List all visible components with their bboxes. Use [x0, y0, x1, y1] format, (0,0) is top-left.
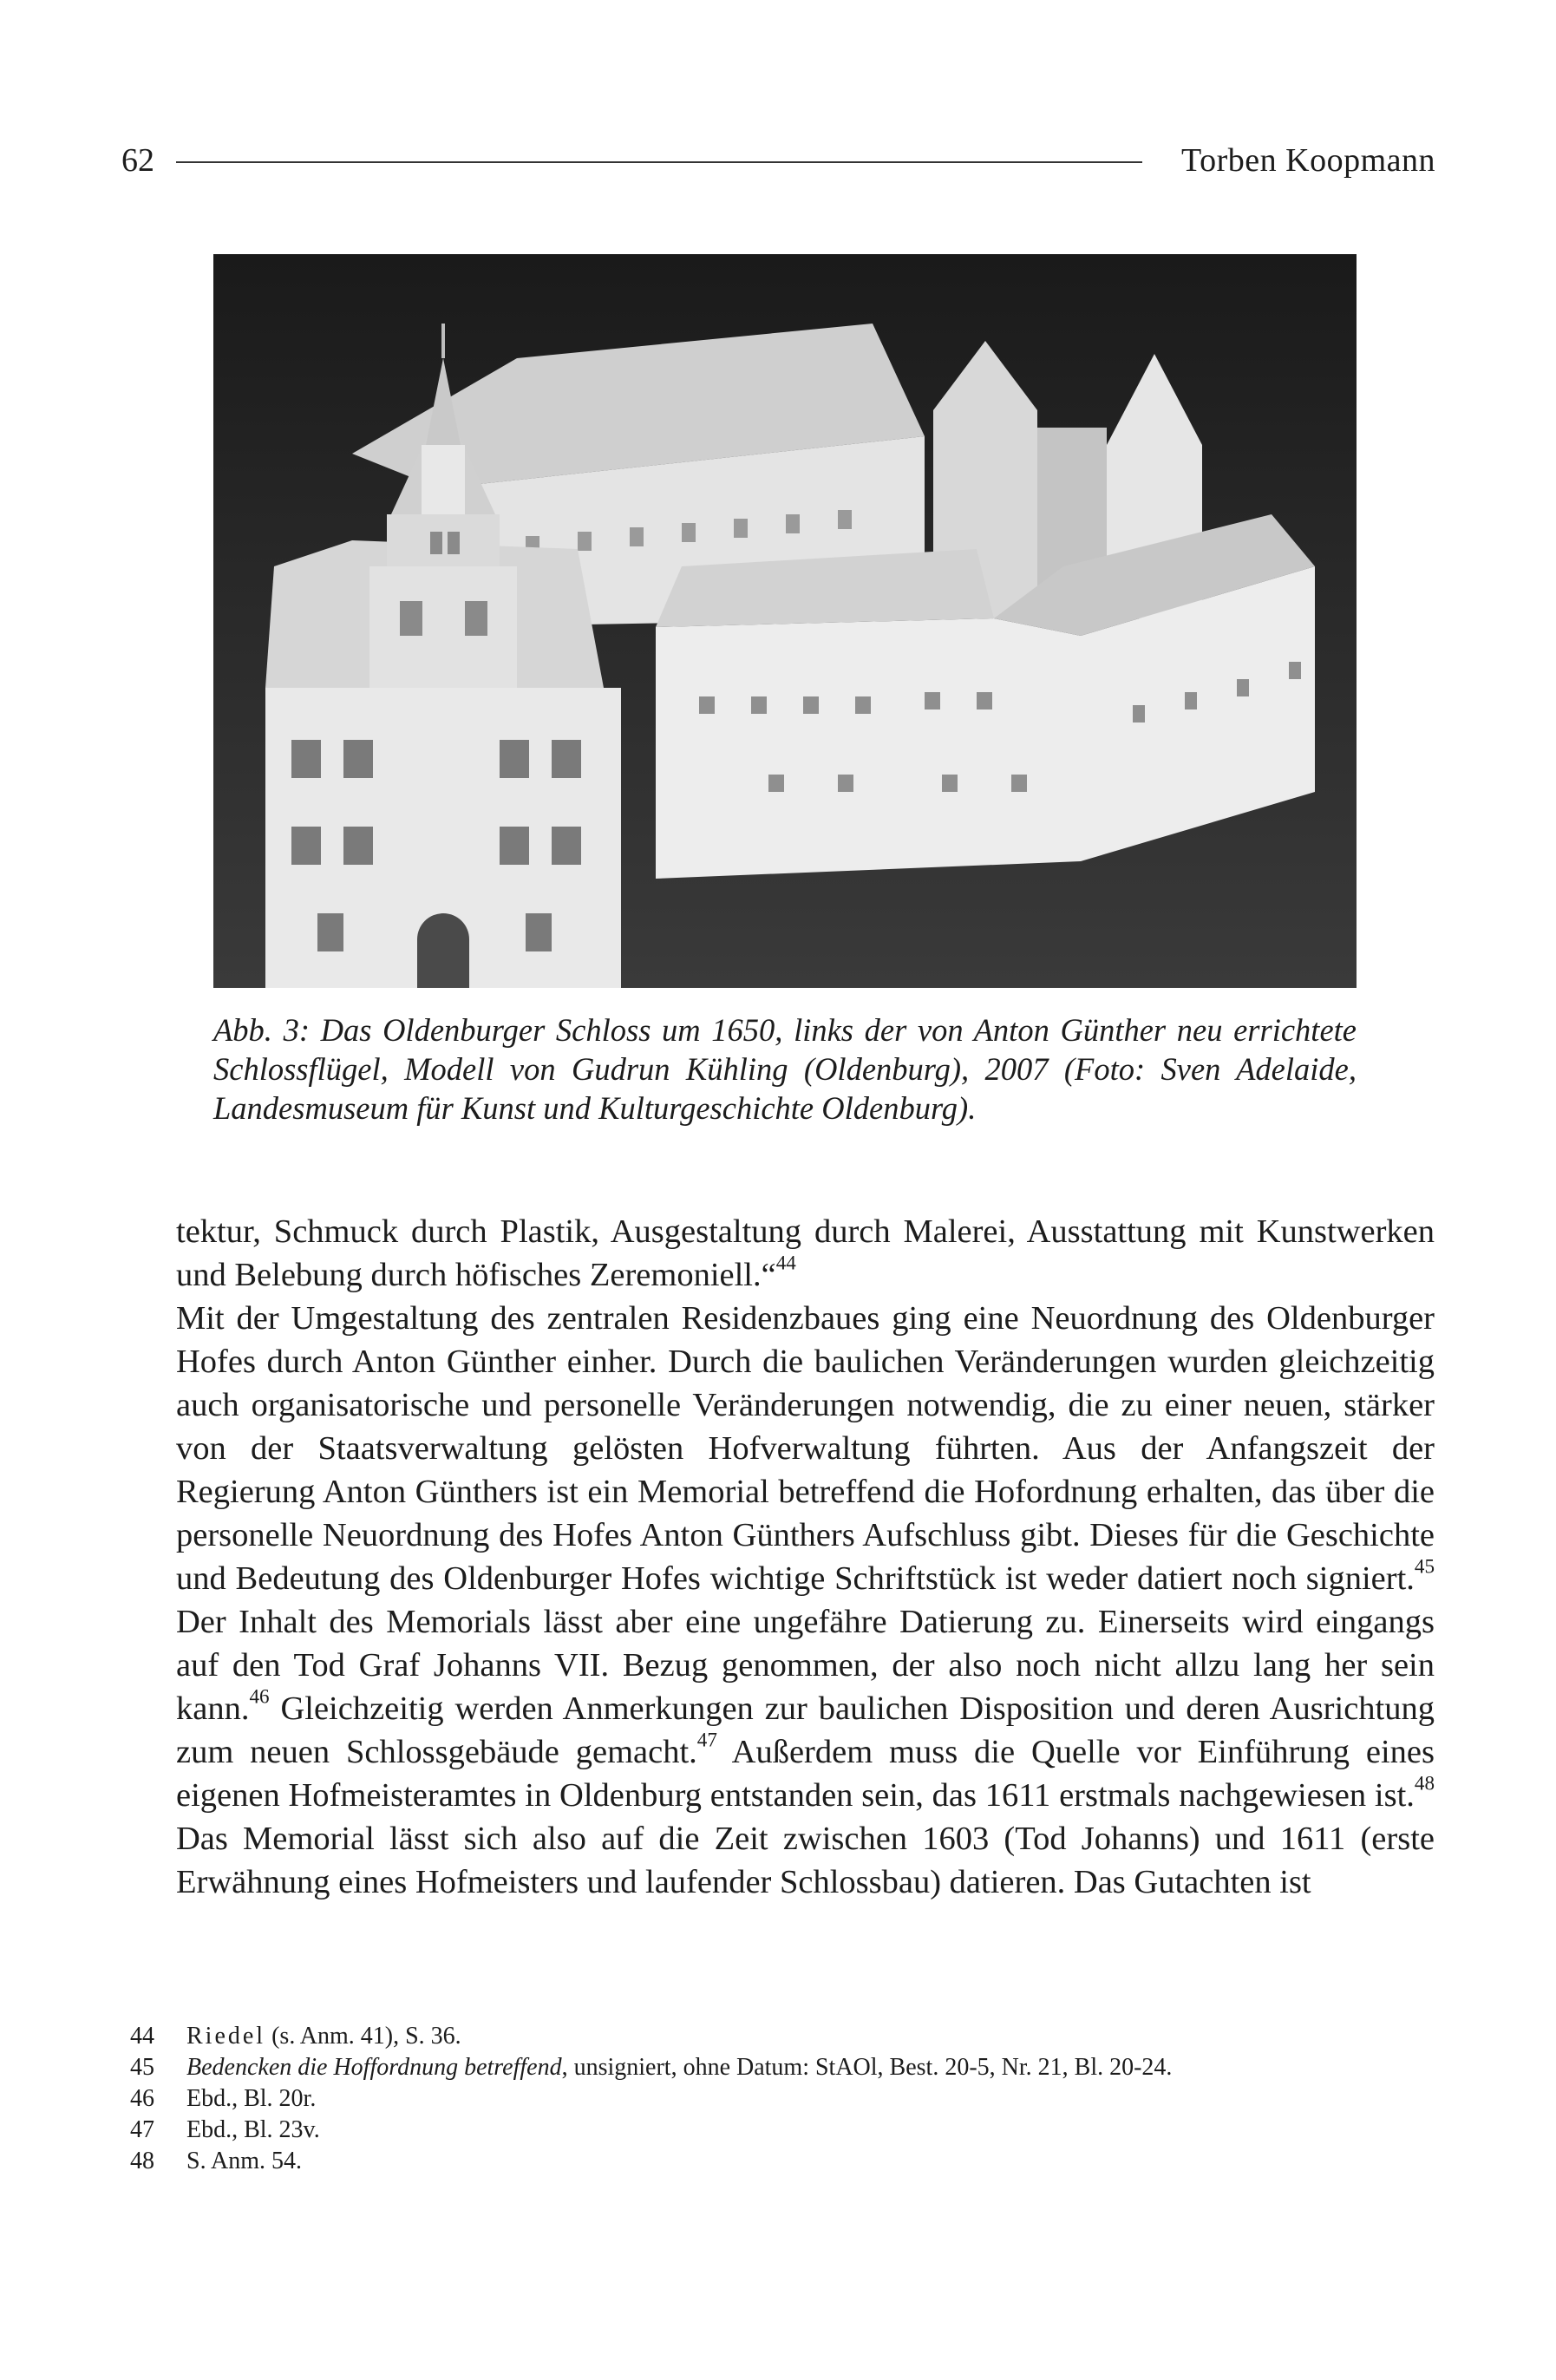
figure-castle-model-photo [213, 254, 1357, 988]
paragraph-text: Mit der Umgestaltung des zentralen Residenzbaues ging eine Neuordnung des Oldenburger Hofes durch Anton Günther einher. Durch die baulichen Veränderungen wurden gleichzeitig auch organisatorische und personelle Veränderungen notwendig, die zu einer neuen, stärker von der Staatsverwaltung gelösten Hofverwaltung führten. Aus der Anfangszeit der Regierung Anton Günthers ist ein Memorial betreffend die Hofordnung erhalten, das über die personelle Neuordnung des Hofes Anton Günthers Aufschluss gibt. Dieses für die Geschichte und Bedeutung des Oldenburger Hofes wichtige Schriftstück ist weder datiert noch signiert. [176, 1300, 1435, 1597]
running-head-author: Torben Koopmann [1181, 142, 1435, 179]
footnote-ref: 47 [696, 1728, 717, 1751]
paragraph [176, 1297, 1435, 1904]
footnote-text: S. Anm. 54. [186, 2148, 303, 2174]
paragraph-text: Außerdem muss die Quelle vor Einführung eines eigenen Hofmeisteramtes in Oldenburg entstanden sein, das 1611 erstmals nachgewiesen ist. [176, 1734, 1435, 1814]
paragraph-text: Der Inhalt des Memorials lässt aber eine ungefähre Datierung zu. Einerseits wird eingangs auf den Tod Graf Johanns VII. Bezug genommen, der also noch nicht allzu lang her sein kann. [176, 1604, 1435, 1727]
footnote-title: Bedencken die Hoffordnung betreffend [186, 2054, 562, 2081]
figure-caption: Abb. 3: Das Oldenburger Schloss um 1650, links der von Anton Günther neu errichtete Schlossflügel, Modell von Gudrun Kühling (Oldenburg), 2007 (Foto: Sven Adelaide, Landesmuseum für Kunst und Kulturgeschichte Oldenburg). [213, 1012, 1357, 1126]
running-header [121, 139, 1435, 182]
header-rule [176, 161, 1142, 163]
footnote [130, 2021, 1431, 2052]
paragraph-text: tektur, Schmuck durch Plastik, Ausgestaltung durch Malerei, Ausstattung mit Kunstwerken und Belebung durch höfisches Zeremoniell.“ [176, 1213, 1435, 1293]
footnote-number: 48 [130, 2148, 154, 2174]
paragraph-text: Das Memorial lässt sich also auf die Zeit zwischen 1603 (Tod Johanns) und 1611 (erste Erwähnung eines Hofmeisters und laufender Schlossbau) datieren. Das Gutachten ist [176, 1821, 1435, 1900]
footnote-ref: 46 [249, 1684, 270, 1708]
footnote [130, 2083, 1431, 2115]
footnote-number: 47 [130, 2116, 154, 2143]
footnote-text: , unsigniert, ohne Datum: StAOl, Best. 20-5, Nr. 21, Bl. 20-24. [561, 2054, 1173, 2081]
page-number: 62 [121, 142, 154, 179]
footnote-text: Ebd., Bl. 23v. [186, 2116, 320, 2143]
footnote-author: Riedel [186, 2023, 266, 2050]
footnotes [130, 2021, 1431, 2177]
footnote-number: 44 [130, 2023, 154, 2050]
footnote [130, 2115, 1431, 2146]
footnote-text: Ebd., Bl. 20r. [186, 2085, 317, 2112]
footnote-ref: 44 [775, 1251, 796, 1274]
footnote-text: (s. Anm. 41), S. 36. [265, 2023, 461, 2050]
main-text [176, 1210, 1435, 1904]
footnote-number: 45 [130, 2054, 154, 2081]
footnote-ref: 45 [1414, 1554, 1435, 1578]
footnote [130, 2146, 1431, 2177]
footnote-number: 46 [130, 2085, 154, 2112]
footnote-ref: 48 [1414, 1771, 1435, 1795]
paragraph [176, 1210, 1435, 1297]
paragraph-text: Gleichzeitig werden Anmerkungen zur baulichen Disposition und deren Ausrichtung zum neuen Schlossgebäude gemacht. [176, 1690, 1435, 1770]
castle-model-illustration [213, 254, 1357, 988]
footnote [130, 2052, 1431, 2083]
